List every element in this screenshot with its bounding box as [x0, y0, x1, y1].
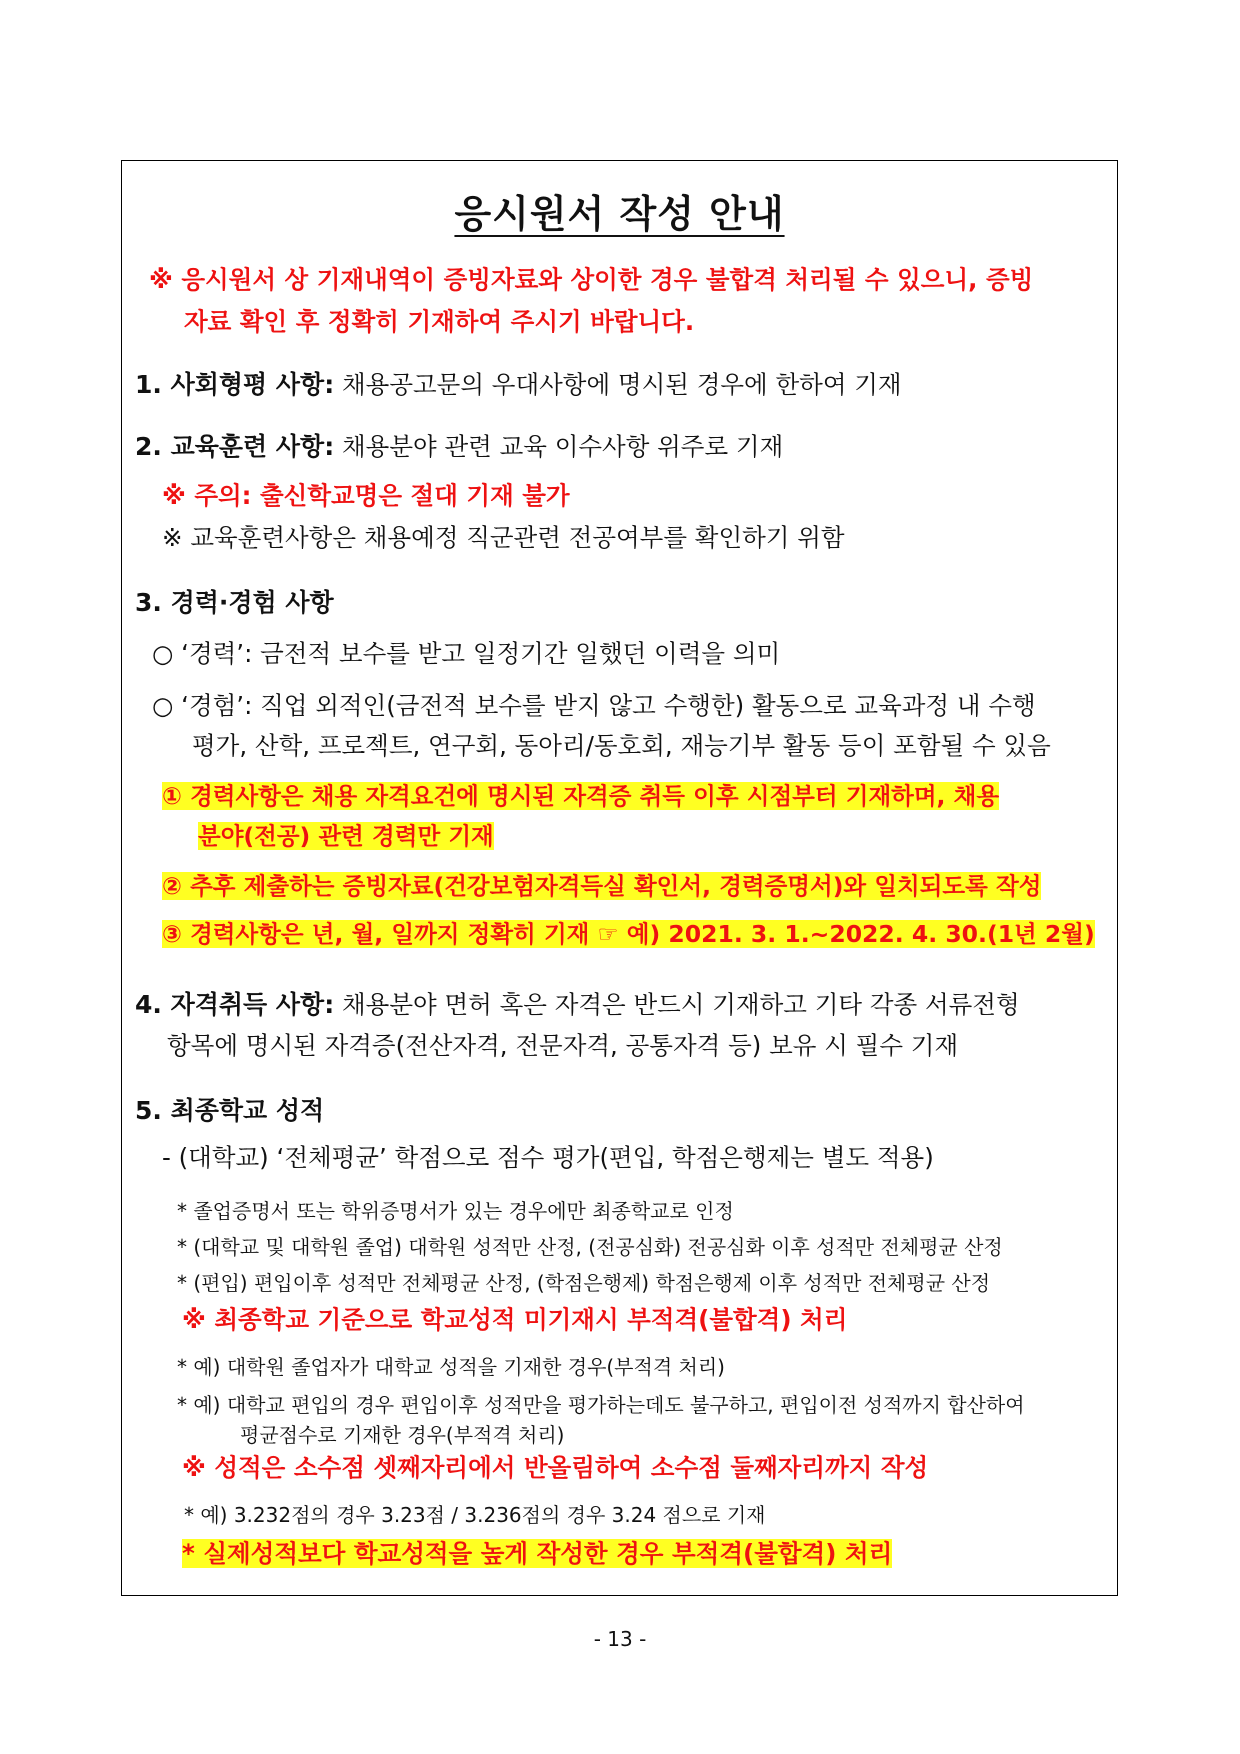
section-1	[135, 365, 902, 401]
section-5-heading: 5. 최종학교 성적	[135, 1096, 325, 1125]
section-2-text: 채용분야 관련 교육 이수사항 위주로 기재	[334, 432, 784, 461]
notice-line-2: 자료 확인 후 정확히 기재하여 주시기 바랍니다.	[184, 307, 695, 336]
section-4	[135, 985, 1020, 1021]
section-2-warning: ※ 주의: 출신학교명은 절대 기재 불가	[162, 481, 570, 510]
grade-example-2-line-2: 평균점수로 기재한 경우(부적격 처리)	[240, 1423, 565, 1447]
section-1-text: 채용공고문의 우대사항에 명시된 경우에 한하여 기재	[334, 370, 902, 399]
experience-definition-line-1: ○ ‘경험’: 직업 외적인(금전적 보수를 받지 않고 수행한) 활동으로 교육과정 내 수행	[152, 691, 1036, 720]
career-item-1-line-1: ① 경력사항은 채용 자격요건에 명시된 자격증 취득 이후 시점부터 기재하며, 채용	[162, 782, 1000, 810]
experience-definition-line-2: 평가, 산학, 프로젝트, 연구회, 동아리/동호회, 재능기부 활동 등이 포함될 수 있음	[192, 731, 1051, 760]
section-2-heading: 2. 교육훈련 사항:	[135, 432, 335, 461]
grade-warning-3: * 실제성적보다 학교성적을 높게 작성한 경우 부적격(불합격) 처리	[182, 1539, 893, 1568]
grade-rule: - (대학교) ‘전체평균’ 학점으로 점수 평가(편입, 학점은행제는 별도 적용)	[162, 1143, 934, 1172]
grade-example-2-line-1: * 예) 대학교 편입의 경우 편입이후 성적만을 평가하는데도 불구하고, 편입이전 성적까지 합산하여	[177, 1393, 1025, 1417]
grade-warning-2: ※ 성적은 소수점 셋째자리에서 반올림하여 소수점 둘째자리까지 작성	[182, 1453, 929, 1482]
section-3-heading: 3. 경력·경험 사항	[135, 588, 334, 617]
grade-note-1: * 졸업증명서 또는 학위증명서가 있는 경우에만 최종학교로 인정	[177, 1199, 734, 1223]
career-item-2: ② 추후 제출하는 증빙자료(건강보험자격득실 확인서, 경력증명서)와 일치되도록 작성	[162, 872, 1042, 900]
section-2-note: ※ 교육훈련사항은 채용예정 직군관련 전공여부를 확인하기 위함	[162, 523, 845, 552]
notice-line-1: ※ 응시원서 상 기재내역이 증빙자료와 상이한 경우 불합격 처리될 수 있으니, 증빙	[149, 265, 1034, 294]
grade-note-2: * (대학교 및 대학원 졸업) 대학원 성적만 산정, (전공심화) 전공심화 이후 성적만 전체평균 산정	[177, 1235, 1003, 1259]
notice-frame	[121, 160, 1118, 1596]
career-definition: ○ ‘경력’: 금전적 보수를 받고 일정기간 일했던 이력을 의미	[152, 639, 781, 668]
section-2	[135, 427, 783, 463]
section-1-heading: 1. 사회형평 사항:	[135, 370, 335, 399]
grade-note-3: * (편입) 편입이후 성적만 전체평균 산정, (학점은행제) 학점은행제 이후 성적만 전체평균 산정	[177, 1271, 991, 1295]
career-item-3: ③ 경력사항은 년, 월, 일까지 정확히 기재 ☞ 예) 2021. 3. 1.~2022. 4. 30.(1년 2월)	[162, 920, 1095, 948]
grade-example-1: * 예) 대학원 졸업자가 대학교 성적을 기재한 경우(부적격 처리)	[177, 1355, 725, 1379]
grade-example-3: * 예) 3.232점의 경우 3.23점 / 3.236점의 경우 3.24 점으로 기재	[184, 1503, 766, 1527]
page-title: 응시원서 작성 안내	[454, 192, 785, 236]
section-4-heading: 4. 자격취득 사항:	[135, 990, 335, 1019]
section-4-line-2: 항목에 명시된 자격증(전산자격, 전문자격, 공통자격 등) 보유 시 필수 기재	[167, 1031, 959, 1060]
grade-warning-1: ※ 최종학교 기준으로 학교성적 미기재시 부적격(불합격) 처리	[182, 1305, 848, 1334]
page-number: - 13 -	[593, 1627, 647, 1651]
section-4-text: 채용분야 면허 혹은 자격은 반드시 기재하고 기타 각종 서류전형	[334, 990, 1020, 1019]
career-item-1-line-2: 분야(전공) 관련 경력만 기재	[198, 822, 494, 850]
